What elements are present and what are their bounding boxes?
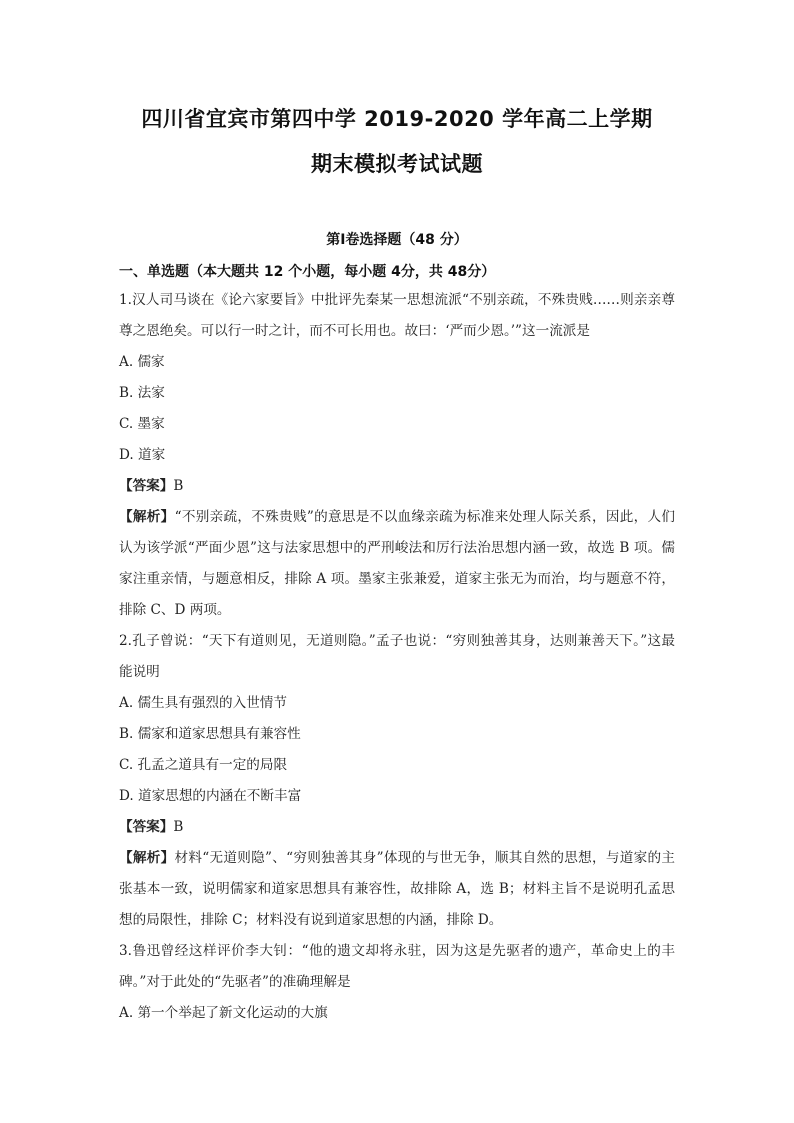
- question-1-stem: 1.汉人司马谈在《论六家要旨》中批评先秦某一思想流派“不别亲疏，不殊贵贱……则亲亲尊尊之恩绝矣。可以行一时之计，而不可长用也。故曰：‘严而少恩。’”这一流派是: [119, 292, 675, 339]
- analysis-text: “不别亲疏，不殊贵贱”的意思是不以血缘亲疏为标准来处理人际关系，因此，人们认为该学派“严面少恩”这与法家思想中的严刑峻法和厉行法治思想内涵一致，故选 B 项。儒家注重亲情，与题意相反，排除 A 项。墨家主张兼爱，道家主张无为而治，均与题意不符，排除 C、D 两项。: [119, 509, 675, 618]
- question-1-option-d: D. 道家: [119, 447, 166, 463]
- question-1-option-c: C. 墨家: [119, 416, 165, 432]
- question-2-option-c: C. 孔孟之道具有一定的局限: [119, 757, 288, 773]
- question-3-option-a: A. 第一个举起了新文化运动的大旗: [119, 1005, 328, 1021]
- question-2-answer: [119, 812, 675, 843]
- part-heading: 一、单选题（本大题共 12 个小题，每小题 4分，共 48分）: [119, 264, 496, 280]
- analysis-label: 【解析】: [119, 509, 175, 525]
- document-title-line1: 四川省宜宾市第四中学 2019-2020 学年高二上学期: [141, 107, 653, 131]
- question-2-option-a: A. 儒生具有强烈的入世情节: [119, 695, 287, 711]
- question-2-option-b: B. 儒家和道家思想具有兼容性: [119, 726, 301, 742]
- answer-label: 【答案】: [119, 478, 174, 494]
- question-2-option-d: D. 道家思想的内涵在不断丰富: [119, 788, 302, 804]
- question-3-stem: 3.鲁迅曾经这样评价李大钊：“他的遗文却将永驻，因为这是先驱者的遗产，革命史上的丰碑。”对于此处的“先驱者”的准确理解是: [119, 943, 675, 990]
- question-2-analysis: [119, 843, 675, 936]
- answer-label: 【答案】: [119, 819, 174, 835]
- question-2-stem: 2.孔子曾说：“天下有道则见，无道则隐。”孟子也说：“穷则独善其身，达则兼善天下。”这最能说明: [119, 633, 675, 680]
- analysis-label: 【解析】: [119, 850, 175, 866]
- question-1-analysis: [119, 502, 675, 626]
- question-1-answer: [119, 471, 675, 502]
- question-1-option-b: B. 法家: [119, 385, 165, 401]
- answer-value: B: [173, 478, 184, 494]
- document-title-line2: 期末模拟考试试题: [311, 152, 483, 176]
- question-list: [119, 285, 675, 1029]
- analysis-text: 材料“无道则隐”、“穷则独善其身”体现的与世无争，顺其自然的思想，与道家的主张基本一致，说明儒家和道家思想具有兼容性，故排除 A，选 B；材料主旨不是说明孔孟思想的局限性，排除 C；材料没有说到道家思想的内涵，排除 D。: [119, 850, 676, 928]
- answer-value: B: [173, 819, 184, 835]
- section-title: 第Ⅰ卷选择题（48 分）: [326, 232, 468, 248]
- question-1-option-a: A. 儒家: [119, 354, 165, 370]
